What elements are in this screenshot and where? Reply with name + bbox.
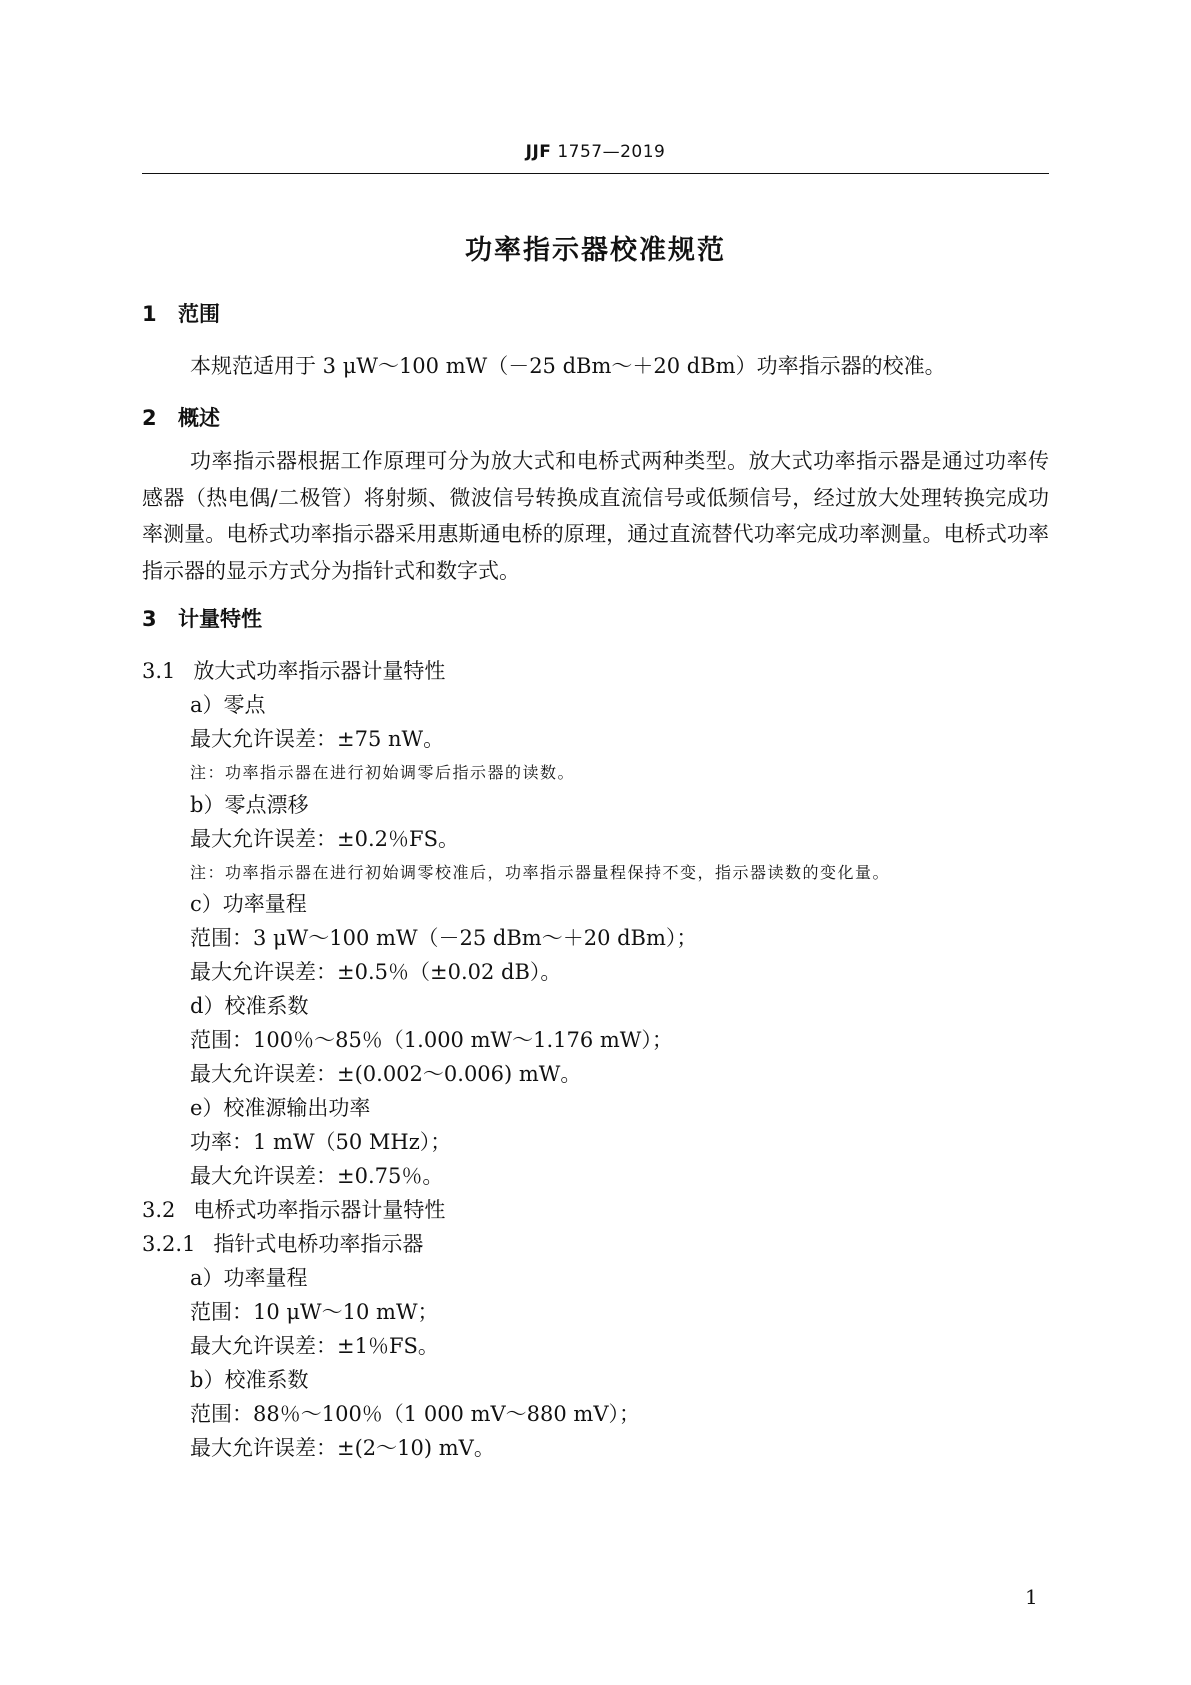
- section-2-paragraph: 功率指示器根据工作原理可分为放大式和电桥式两种类型。放大式功率指示器是通过功率传感器（热电偶/二极管）将射频、微波信号转换成直流信号或低频信号，经过放大处理转换完成功率测量。电桥式功率指示器采用惠斯通电桥的原理，通过直流替代功率完成功率测量。电桥式功率指示器的显示方式分为指针式和数字式。: [142, 449, 1049, 583]
- item-e-power: 功率：1 mW（50 MHz）；: [190, 1130, 452, 1154]
- subsection-number: 3.1: [142, 659, 176, 683]
- section-title: 计量特性: [178, 607, 262, 631]
- item-d-mpe: 最大允许误差：±(0.002～0.006) mW。: [190, 1062, 582, 1086]
- section-1-text: 本规范适用于 3 μW～100 mW（－25 dBm～＋20 dBm）功率指示器的校准。: [190, 354, 946, 378]
- section-title: 范围: [178, 302, 220, 326]
- item-a-title: a）功率量程: [190, 1266, 308, 1290]
- subsection-3-2-heading: [142, 1200, 445, 1221]
- item-a-mpe: 最大允许误差：±75 nW。: [190, 727, 445, 751]
- subsection-3-1-heading: [142, 661, 445, 682]
- section-title: 概述: [178, 406, 220, 430]
- item-b-title: b）校准系数: [190, 1368, 309, 1392]
- item-e-title: e）校准源输出功率: [190, 1096, 371, 1120]
- standard-number: 1757—2019: [557, 142, 666, 162]
- item-c-range: 范围：3 μW～100 mW（－25 dBm～＋20 dBm）；: [190, 926, 698, 950]
- item-b-range: 范围：88％～100％（1 000 mV～880 mV）；: [190, 1402, 641, 1426]
- section-number: 2: [142, 406, 157, 430]
- subsection-title: 指针式电桥功率指示器: [213, 1232, 424, 1256]
- item-a-title: a）零点: [190, 693, 266, 717]
- subsection-title: 放大式功率指示器计量特性: [193, 659, 446, 683]
- section-1-heading: [142, 304, 220, 325]
- section-2-heading: [142, 408, 220, 429]
- section-number: 3: [142, 607, 157, 631]
- item-c-title: c）功率量程: [190, 892, 307, 916]
- page-number: 1: [1025, 1585, 1038, 1609]
- item-d-title: d）校准系数: [190, 994, 309, 1018]
- item-a-note: 注：功率指示器在进行初始调零后指示器的读数。: [190, 763, 576, 782]
- subsection-3-2-1-heading: [142, 1234, 423, 1255]
- header-rule: [142, 173, 1049, 174]
- section-3-heading: [142, 609, 262, 630]
- item-b-mpe: 最大允许误差：±0.2％FS。: [190, 827, 459, 851]
- section-number: 1: [142, 302, 157, 326]
- subsection-title: 电桥式功率指示器计量特性: [193, 1198, 446, 1222]
- running-header: [0, 142, 1191, 162]
- item-a-mpe: 最大允许误差：±1％FS。: [190, 1334, 439, 1358]
- item-b-title: b）零点漂移: [190, 793, 309, 817]
- item-a-range: 范围：10 μW～10 mW；: [190, 1300, 439, 1324]
- item-b-mpe: 最大允许误差：±(2～10) mV。: [190, 1436, 495, 1460]
- item-d-range: 范围：100％～85％（1.000 mW～1.176 mW）；: [190, 1028, 673, 1052]
- subsection-number: 3.2: [142, 1198, 176, 1222]
- item-e-mpe: 最大允许误差：±0.75％。: [190, 1164, 444, 1188]
- item-c-mpe: 最大允许误差：±0.5％（±0.02 dB）。: [190, 960, 562, 984]
- standard-code: JJF: [525, 142, 552, 162]
- item-b-note: 注：功率指示器在进行初始调零校准后，功率指示器量程保持不变，指示器读数的变化量。: [190, 863, 891, 882]
- document-title: 功率指示器校准规范: [465, 235, 726, 266]
- subsection-number: 3.2.1: [142, 1232, 196, 1256]
